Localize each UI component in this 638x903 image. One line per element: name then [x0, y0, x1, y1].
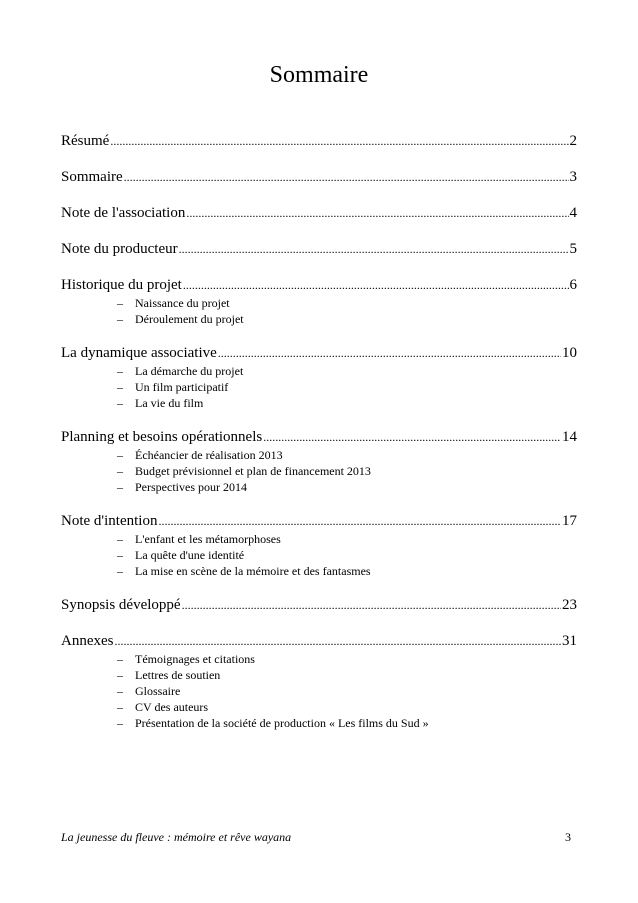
toc-subitem[interactable]	[117, 667, 577, 683]
toc-entry[interactable]	[61, 131, 577, 151]
toc-subitem-text: CV des auteurs	[135, 700, 209, 714]
toc-entry-page: 31	[562, 633, 577, 649]
toc-subitem-text: Budget prévisionnel et plan de financement 2013	[135, 464, 371, 478]
toc-subitem-text: La démarche du projet	[135, 364, 244, 378]
section-spacer	[61, 259, 577, 275]
toc-subitem-text: Présentation de la société de production « Les films du Sud »	[135, 716, 429, 730]
toc-entry-page: 5	[569, 241, 577, 257]
toc-entry-title: La dynamique associative	[61, 345, 217, 361]
bullet-dash-icon: –	[117, 396, 123, 410]
toc-subitem[interactable]	[117, 683, 577, 699]
toc-subitem[interactable]	[117, 295, 577, 311]
section-spacer	[61, 327, 577, 343]
section-spacer	[61, 495, 577, 511]
bullet-dash-icon: –	[117, 684, 123, 698]
toc-entry-page: 17	[562, 513, 577, 529]
toc-entry-title: Planning et besoins opérationnels	[61, 429, 263, 445]
footer-page-number: 3	[565, 830, 571, 844]
toc-subitem-list	[61, 531, 577, 579]
toc-entry[interactable]	[61, 167, 577, 187]
toc-subitem-text: Échéancier de réalisation 2013	[135, 448, 283, 462]
dot-leader	[179, 239, 569, 259]
section-spacer	[61, 411, 577, 427]
toc-subitem-text: Perspectives pour 2014	[135, 480, 247, 494]
toc-subitem-text: L'enfant et les métamorphoses	[135, 532, 281, 546]
toc-subitem-text: Témoignages et citations	[135, 652, 255, 666]
toc-subitem[interactable]	[117, 699, 577, 715]
toc-subitem[interactable]	[117, 715, 577, 731]
toc-subitem-list	[61, 295, 577, 327]
toc-subitem-text: Glossaire	[135, 684, 181, 698]
toc-subitem[interactable]	[117, 363, 577, 379]
toc-section	[61, 343, 577, 427]
toc-subitem-list	[61, 447, 577, 495]
toc-entry[interactable]	[61, 203, 577, 223]
page-title: Sommaire	[269, 62, 369, 88]
toc-entry[interactable]	[61, 239, 577, 259]
toc-subitem[interactable]	[117, 395, 577, 411]
bullet-dash-icon: –	[117, 296, 123, 310]
toc-subitem-list	[61, 651, 577, 731]
bullet-dash-icon: –	[117, 532, 123, 546]
toc-entry-page: 6	[569, 277, 577, 293]
toc-entry-page: 10	[562, 345, 577, 361]
toc-entry-title: Historique du projet	[61, 277, 182, 293]
toc-entry[interactable]	[61, 427, 577, 447]
toc-subitem[interactable]	[117, 563, 577, 579]
toc-subitem[interactable]	[117, 379, 577, 395]
toc-entry[interactable]	[61, 275, 577, 295]
section-spacer	[61, 731, 577, 747]
toc-section	[61, 427, 577, 511]
toc-subitem[interactable]	[117, 651, 577, 667]
toc-subitem-text: La vie du film	[135, 396, 204, 410]
toc-section	[61, 595, 577, 631]
dot-leader	[186, 203, 568, 223]
toc-entry-title: Résumé	[61, 133, 110, 149]
toc-subitem[interactable]	[117, 547, 577, 563]
dot-leader	[263, 427, 561, 447]
toc-subitem-text: Lettres de soutien	[135, 668, 221, 682]
bullet-dash-icon: –	[117, 548, 123, 562]
bullet-dash-icon: –	[117, 652, 123, 666]
dot-leader	[124, 167, 569, 187]
dot-leader	[183, 275, 569, 295]
dot-leader	[182, 595, 561, 615]
bullet-dash-icon: –	[117, 312, 123, 326]
toc-section	[61, 131, 577, 167]
toc-section	[61, 511, 577, 595]
toc-entry-title: Note de l'association	[61, 205, 186, 221]
toc-entry-page: 4	[569, 205, 577, 221]
dot-leader	[158, 511, 561, 531]
bullet-dash-icon: –	[117, 448, 123, 462]
toc-entry-page: 3	[569, 169, 577, 185]
toc-entry[interactable]	[61, 511, 577, 531]
page-footer	[61, 829, 571, 845]
bullet-dash-icon: –	[117, 380, 123, 394]
toc-subitem-text: La mise en scène de la mémoire et des fantasmes	[135, 564, 371, 578]
bullet-dash-icon: –	[117, 364, 123, 378]
toc-subitem[interactable]	[117, 447, 577, 463]
bullet-dash-icon: –	[117, 564, 123, 578]
toc-subitem[interactable]	[117, 479, 577, 495]
section-spacer	[61, 151, 577, 167]
toc-entry[interactable]	[61, 631, 577, 651]
bullet-dash-icon: –	[117, 700, 123, 714]
toc-entry-title: Note du producteur	[61, 241, 178, 257]
toc-entry-title: Annexes	[61, 633, 114, 649]
bullet-dash-icon: –	[117, 480, 123, 494]
toc-subitem-text: Un film participatif	[135, 380, 229, 394]
section-spacer	[61, 615, 577, 631]
dot-leader	[115, 631, 562, 651]
toc-entry-title: Synopsis développé	[61, 597, 181, 613]
section-spacer	[61, 579, 577, 595]
dot-leader	[218, 343, 561, 363]
bullet-dash-icon: –	[117, 716, 123, 730]
footer-title: La jeunesse du fleuve : mémoire et rêve wayana	[61, 830, 292, 844]
toc-subitem[interactable]	[117, 311, 577, 327]
toc-subitem-text: Déroulement du projet	[135, 312, 244, 326]
dot-leader	[110, 131, 568, 151]
toc-section	[61, 239, 577, 275]
toc-entry-page: 23	[562, 597, 577, 613]
bullet-dash-icon: –	[117, 464, 123, 478]
toc-subitem-list	[61, 363, 577, 411]
toc-subitem[interactable]	[117, 463, 577, 479]
toc-section	[61, 275, 577, 343]
section-spacer	[61, 187, 577, 203]
table-of-contents	[61, 131, 577, 747]
toc-entry-page: 2	[569, 133, 577, 149]
toc-section	[61, 167, 577, 203]
section-spacer	[61, 223, 577, 239]
toc-section	[61, 203, 577, 239]
toc-section	[61, 631, 577, 747]
toc-entry[interactable]	[61, 343, 577, 363]
toc-entry-title: Note d'intention	[61, 513, 158, 529]
toc-entry[interactable]	[61, 595, 577, 615]
toc-entry-page: 14	[562, 429, 577, 445]
bullet-dash-icon: –	[117, 668, 123, 682]
toc-subitem-text: La quête d'une identité	[135, 548, 245, 562]
toc-subitem-text: Naissance du projet	[135, 296, 230, 310]
toc-subitem[interactable]	[117, 531, 577, 547]
toc-entry-title: Sommaire	[61, 169, 123, 185]
